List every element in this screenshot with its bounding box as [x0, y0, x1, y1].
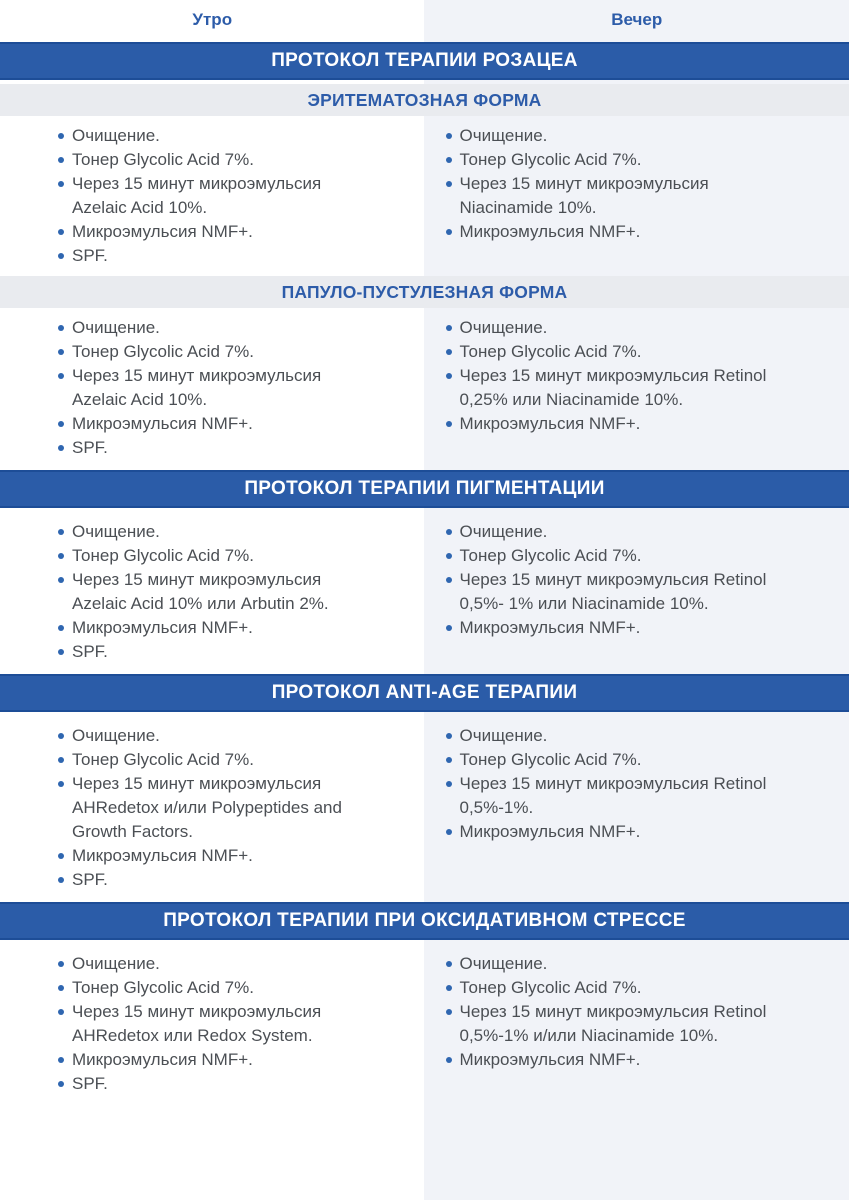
protocol-step: Через 15 минут микроэмульсия AHRedetox или Redox System. — [57, 1000, 357, 1048]
morning-cell — [0, 952, 425, 1096]
protocol-row-papulopustular — [0, 308, 849, 468]
morning-steps-list — [57, 316, 357, 460]
section-title-anti-age: ПРОТОКОЛ ANTI-AGE ТЕРАПИИ — [0, 674, 849, 712]
protocol-step: Очищение. — [57, 520, 357, 544]
protocol-step: Через 15 минут микроэмульсия Retinol 0,5%-1%. — [445, 772, 805, 820]
protocol-row-erythematous — [0, 116, 849, 276]
protocol-step: Микроэмульсия NMF+. — [445, 616, 805, 640]
protocol-step: Тонер Glycolic Acid 7%. — [445, 340, 805, 364]
protocol-row-pigmentation — [0, 512, 849, 672]
morning-steps-list — [57, 952, 357, 1096]
protocol-step: Тонер Glycolic Acid 7%. — [57, 544, 357, 568]
protocol-step: Через 15 минут микроэмульсия Retinol 0,25% или Niacinamide 10%. — [445, 364, 805, 412]
evening-cell — [425, 520, 849, 664]
protocol-step: Очищение. — [57, 952, 357, 976]
protocol-step: Очищение. — [445, 124, 805, 148]
protocol-step: Через 15 минут микроэмульсия Azelaic Acid 10% или Arbutin 2%. — [57, 568, 357, 616]
protocol-step: Микроэмульсия NMF+. — [445, 412, 805, 436]
protocol-row-anti-age — [0, 716, 849, 900]
protocol-step: Тонер Glycolic Acid 7%. — [445, 976, 805, 1000]
evening-cell — [425, 724, 849, 892]
protocol-step: Очищение. — [445, 724, 805, 748]
protocol-step: SPF. — [57, 1072, 357, 1096]
section-pigmentation — [0, 470, 849, 672]
protocol-step: Очищение. — [445, 952, 805, 976]
protocol-step: SPF. — [57, 868, 357, 892]
morning-steps-list — [57, 124, 357, 268]
morning-cell — [0, 520, 425, 664]
section-rosacea — [0, 42, 849, 468]
morning-cell — [0, 124, 425, 268]
section-title-rosacea: ПРОТОКОЛ ТЕРАПИИ РОЗАЦЕА — [0, 42, 849, 80]
protocol-step: Тонер Glycolic Acid 7%. — [57, 148, 357, 172]
evening-steps-list — [445, 316, 805, 436]
columns-header — [0, 0, 849, 40]
protocol-step: Через 15 минут микроэмульсия Retinol 0,5%- 1% или Niacinamide 10%. — [445, 568, 805, 616]
evening-cell — [425, 316, 849, 460]
section-oxidative-stress — [0, 902, 849, 1104]
evening-cell — [425, 952, 849, 1096]
protocol-step: Тонер Glycolic Acid 7%. — [57, 748, 357, 772]
protocol-step: Тонер Glycolic Acid 7%. — [445, 544, 805, 568]
evening-steps-list — [445, 124, 805, 244]
section-anti-age — [0, 674, 849, 900]
protocol-step: Через 15 минут микроэмульсия Retinol 0,5%-1% и/или Niacinamide 10%. — [445, 1000, 805, 1048]
morning-steps-list — [57, 724, 357, 892]
section-title-oxidative-stress: ПРОТОКОЛ ТЕРАПИИ ПРИ ОКСИДАТИВНОМ СТРЕССЕ — [0, 902, 849, 940]
protocol-step: Микроэмульсия NMF+. — [57, 412, 357, 436]
protocol-step: Микроэмульсия NMF+. — [445, 1048, 805, 1072]
protocol-step: Через 15 минут микроэмульсия Azelaic Acid 10%. — [57, 172, 357, 220]
evening-steps-list — [445, 952, 805, 1072]
evening-steps-list — [445, 520, 805, 640]
protocol-step: Тонер Glycolic Acid 7%. — [57, 340, 357, 364]
morning-cell — [0, 724, 425, 892]
protocol-step: Очищение. — [445, 316, 805, 340]
protocol-step: Микроэмульсия NMF+. — [57, 616, 357, 640]
subsection-title-papulopustular: ПАПУЛО-ПУСТУЛЕЗНАЯ ФОРМА — [0, 276, 849, 308]
protocol-step: Микроэмульсия NMF+. — [57, 844, 357, 868]
protocol-step: SPF. — [57, 436, 357, 460]
protocol-step: Тонер Glycolic Acid 7%. — [57, 976, 357, 1000]
column-header-evening: Вечер — [611, 10, 663, 29]
section-title-pigmentation: ПРОТОКОЛ ТЕРАПИИ ПИГМЕНТАЦИИ — [0, 470, 849, 508]
column-header-morning: Утро — [192, 10, 233, 29]
protocol-step: Через 15 минут микроэмульсия Azelaic Acid 10%. — [57, 364, 357, 412]
morning-steps-list — [57, 520, 357, 664]
protocol-row-oxidative-stress — [0, 944, 849, 1104]
protocol-step: Очищение. — [57, 316, 357, 340]
evening-cell — [425, 124, 849, 268]
protocol-step: Через 15 минут микроэмульсия AHRedetox и/или Polypeptides and Growth Factors. — [57, 772, 357, 844]
protocol-step: Микроэмульсия NMF+. — [445, 820, 805, 844]
protocol-step: Микроэмульсия NMF+. — [57, 1048, 357, 1072]
morning-cell — [0, 316, 425, 460]
protocol-step: Тонер Glycolic Acid 7%. — [445, 148, 805, 172]
protocol-step: Микроэмульсия NMF+. — [57, 220, 357, 244]
protocol-step: Очищение. — [57, 124, 357, 148]
protocol-step: Микроэмульсия NMF+. — [445, 220, 805, 244]
protocol-step: SPF. — [57, 244, 357, 268]
protocol-step: SPF. — [57, 640, 357, 664]
subsection-title-erythematous: ЭРИТЕМАТОЗНАЯ ФОРМА — [0, 84, 849, 116]
protocol-step: Очищение. — [57, 724, 357, 748]
evening-steps-list — [445, 724, 805, 844]
protocol-step: Через 15 минут микроэмульсия Niacinamide 10%. — [445, 172, 805, 220]
protocol-step: Тонер Glycolic Acid 7%. — [445, 748, 805, 772]
protocol-step: Очищение. — [445, 520, 805, 544]
